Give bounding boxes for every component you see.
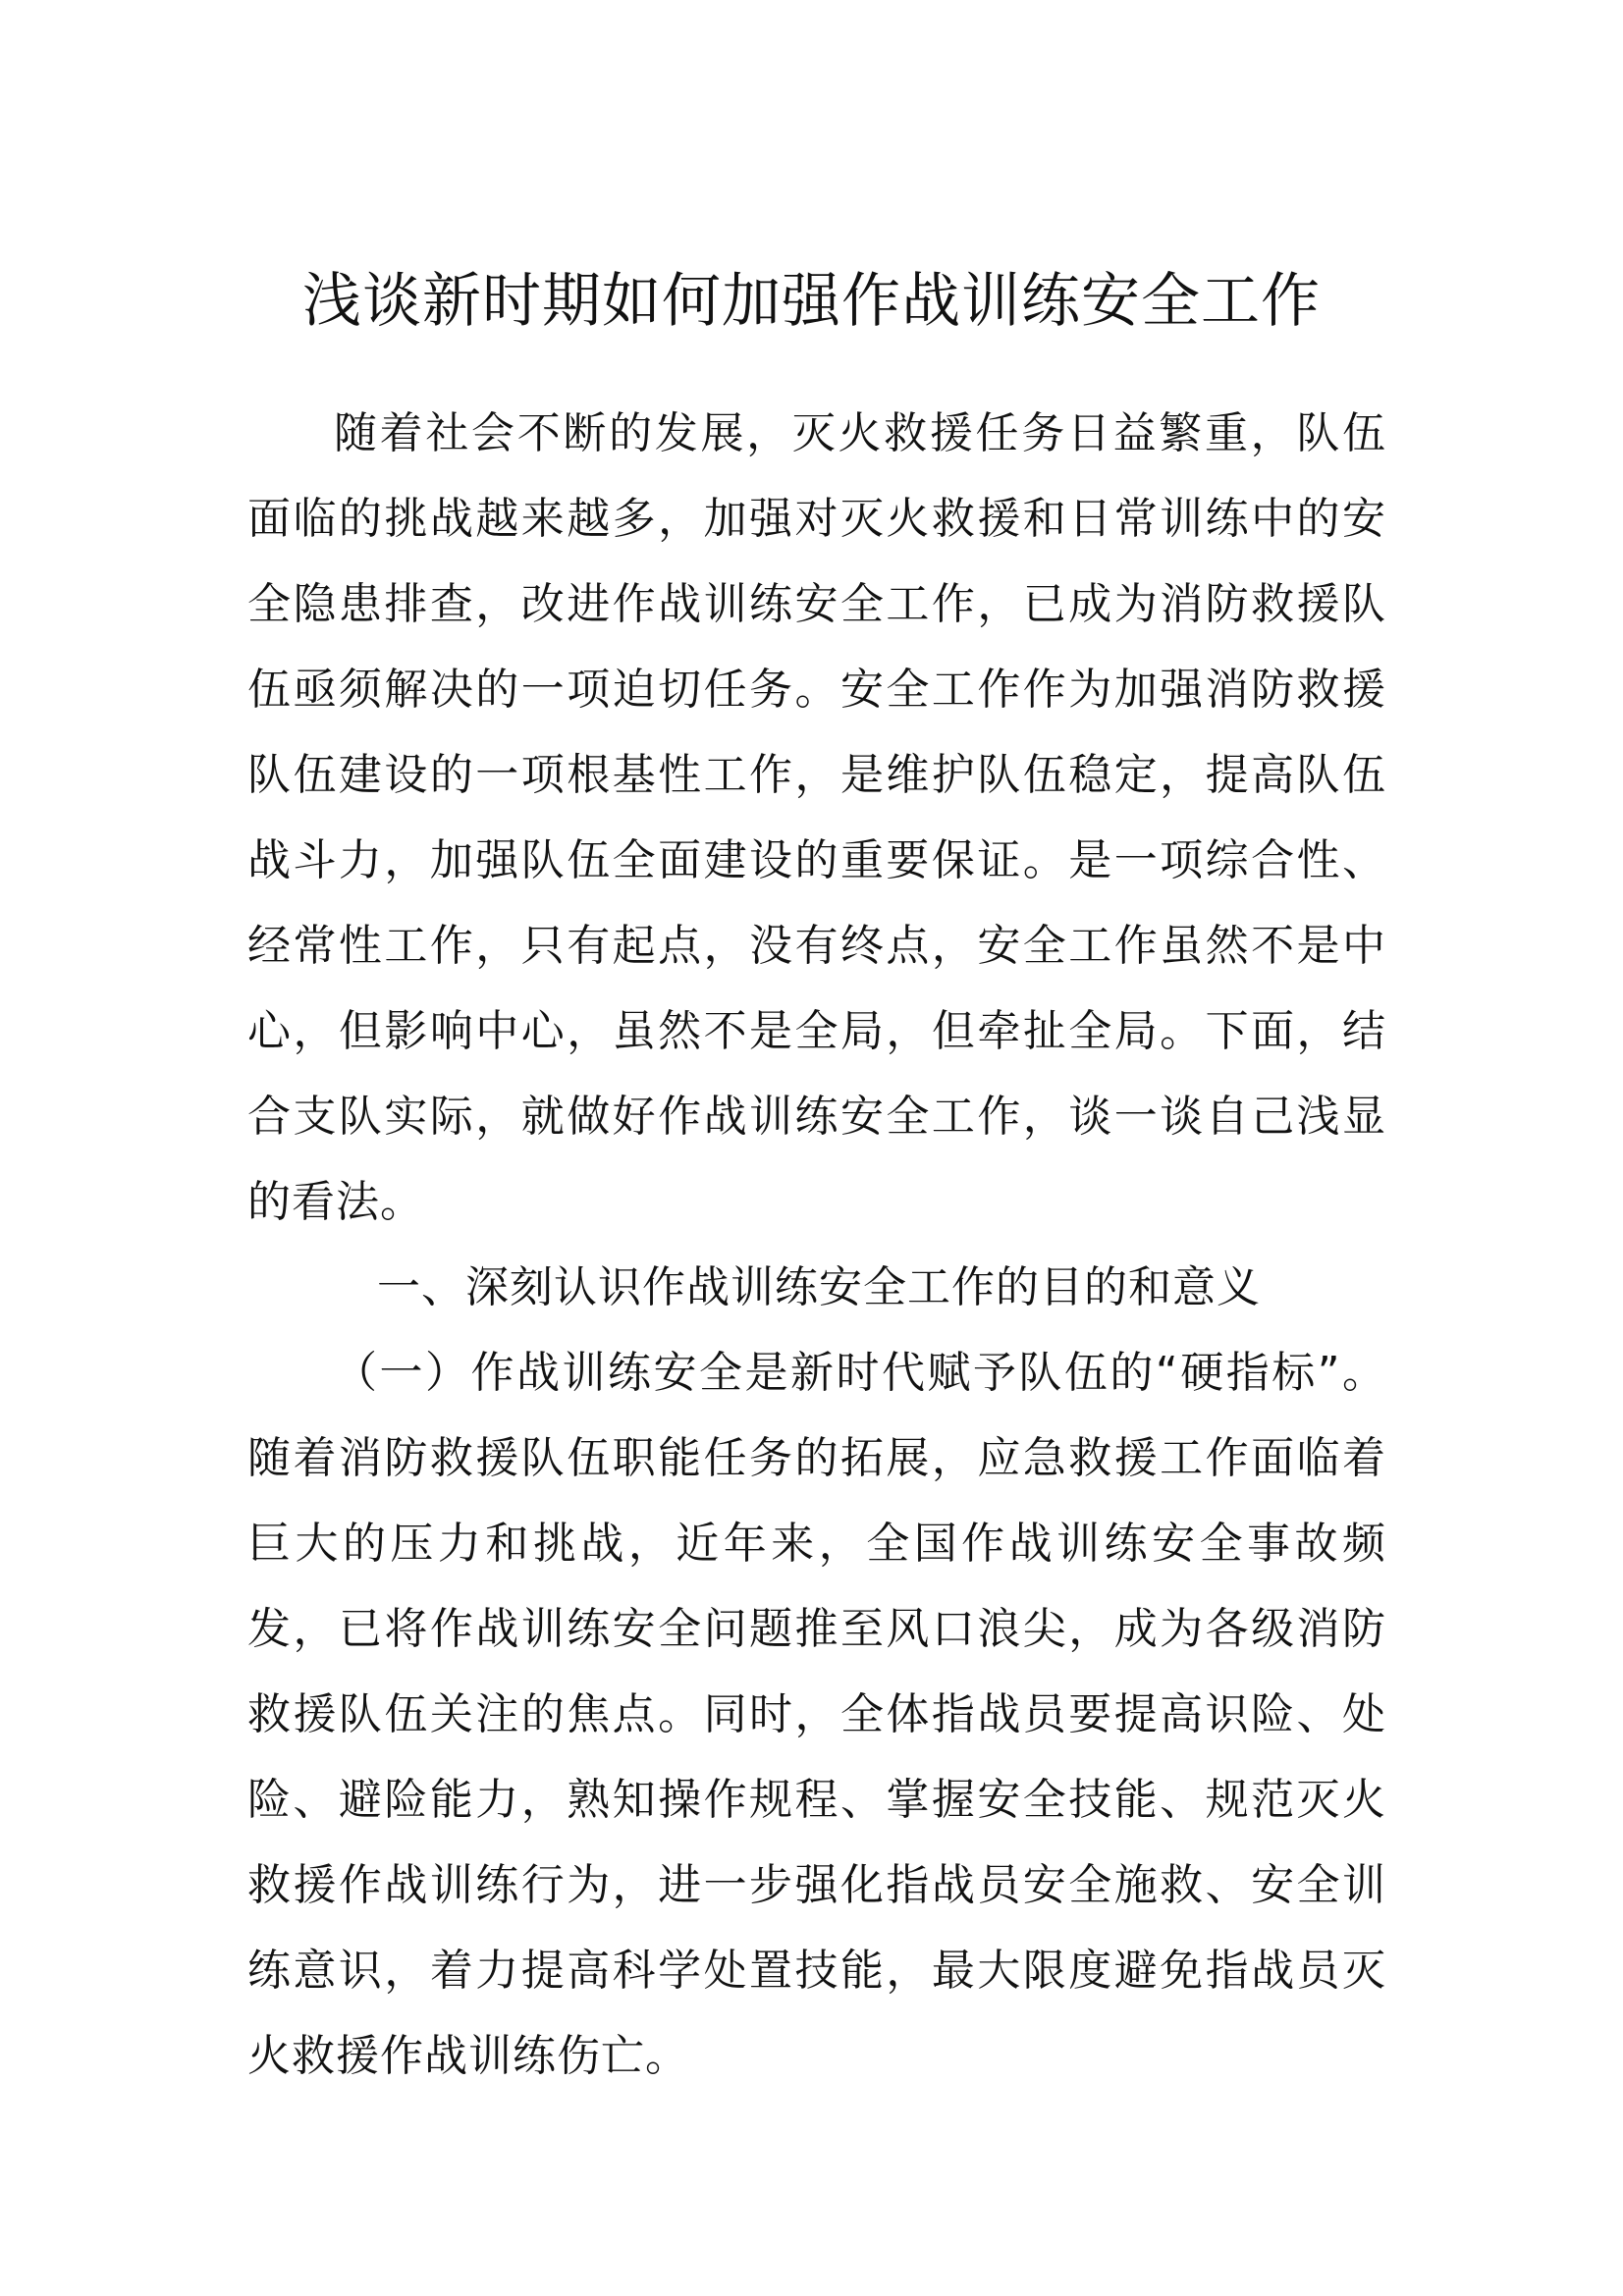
- document-title: 浅谈新时期如何加强作战训练安全工作: [302, 267, 1321, 337]
- subsection-paragraph: （一）作战训练安全是新时代赋予队伍的“硬指标”。随着消防救援队伍职能任务的拓展，应急救援工作面临着巨大的压力和挑战，近年来，全国作战训练安全事故频发，已将作战训练安全问题推至风口浪尖，成为各级消防救援队伍关注的焦点。同时，全体指战员要提高识险、处险、避险能力，熟知操作规程、掌握安全技能、规范灭火救援作战训练行为，进一步强化指战员安全施救、安全训练意识，着力提高科学处置技能，最大限度避免指战员灭火救援作战训练伤亡。: [247, 1348, 1386, 2081]
- document-body: [247, 391, 1386, 2099]
- intro-paragraph: 随着社会不断的发展，灭火救援任务日益繁重，队伍面临的挑战越来越多，加强对灭火救援和日常训练中的安全隐患排查，改进作战训练安全工作，已成为消防救援队伍亟须解决的一项迫切任务。安全工作作为加强消防救援队伍建设的一项根基性工作，是维护队伍稳定，提高队伍战斗力，加强队伍全面建设的重要保证。是一项综合性、经常性工作，只有起点，没有终点，安全工作虽然不是中心，但影响中心，虽然不是全局，但牵扯全局。下面，结合支队实际，就做好作战训练安全工作，谈一谈自己浅显的看法。: [247, 408, 1386, 1227]
- section-heading: 一、深刻认识作战训练安全工作的目的和意义: [377, 1262, 1261, 1312]
